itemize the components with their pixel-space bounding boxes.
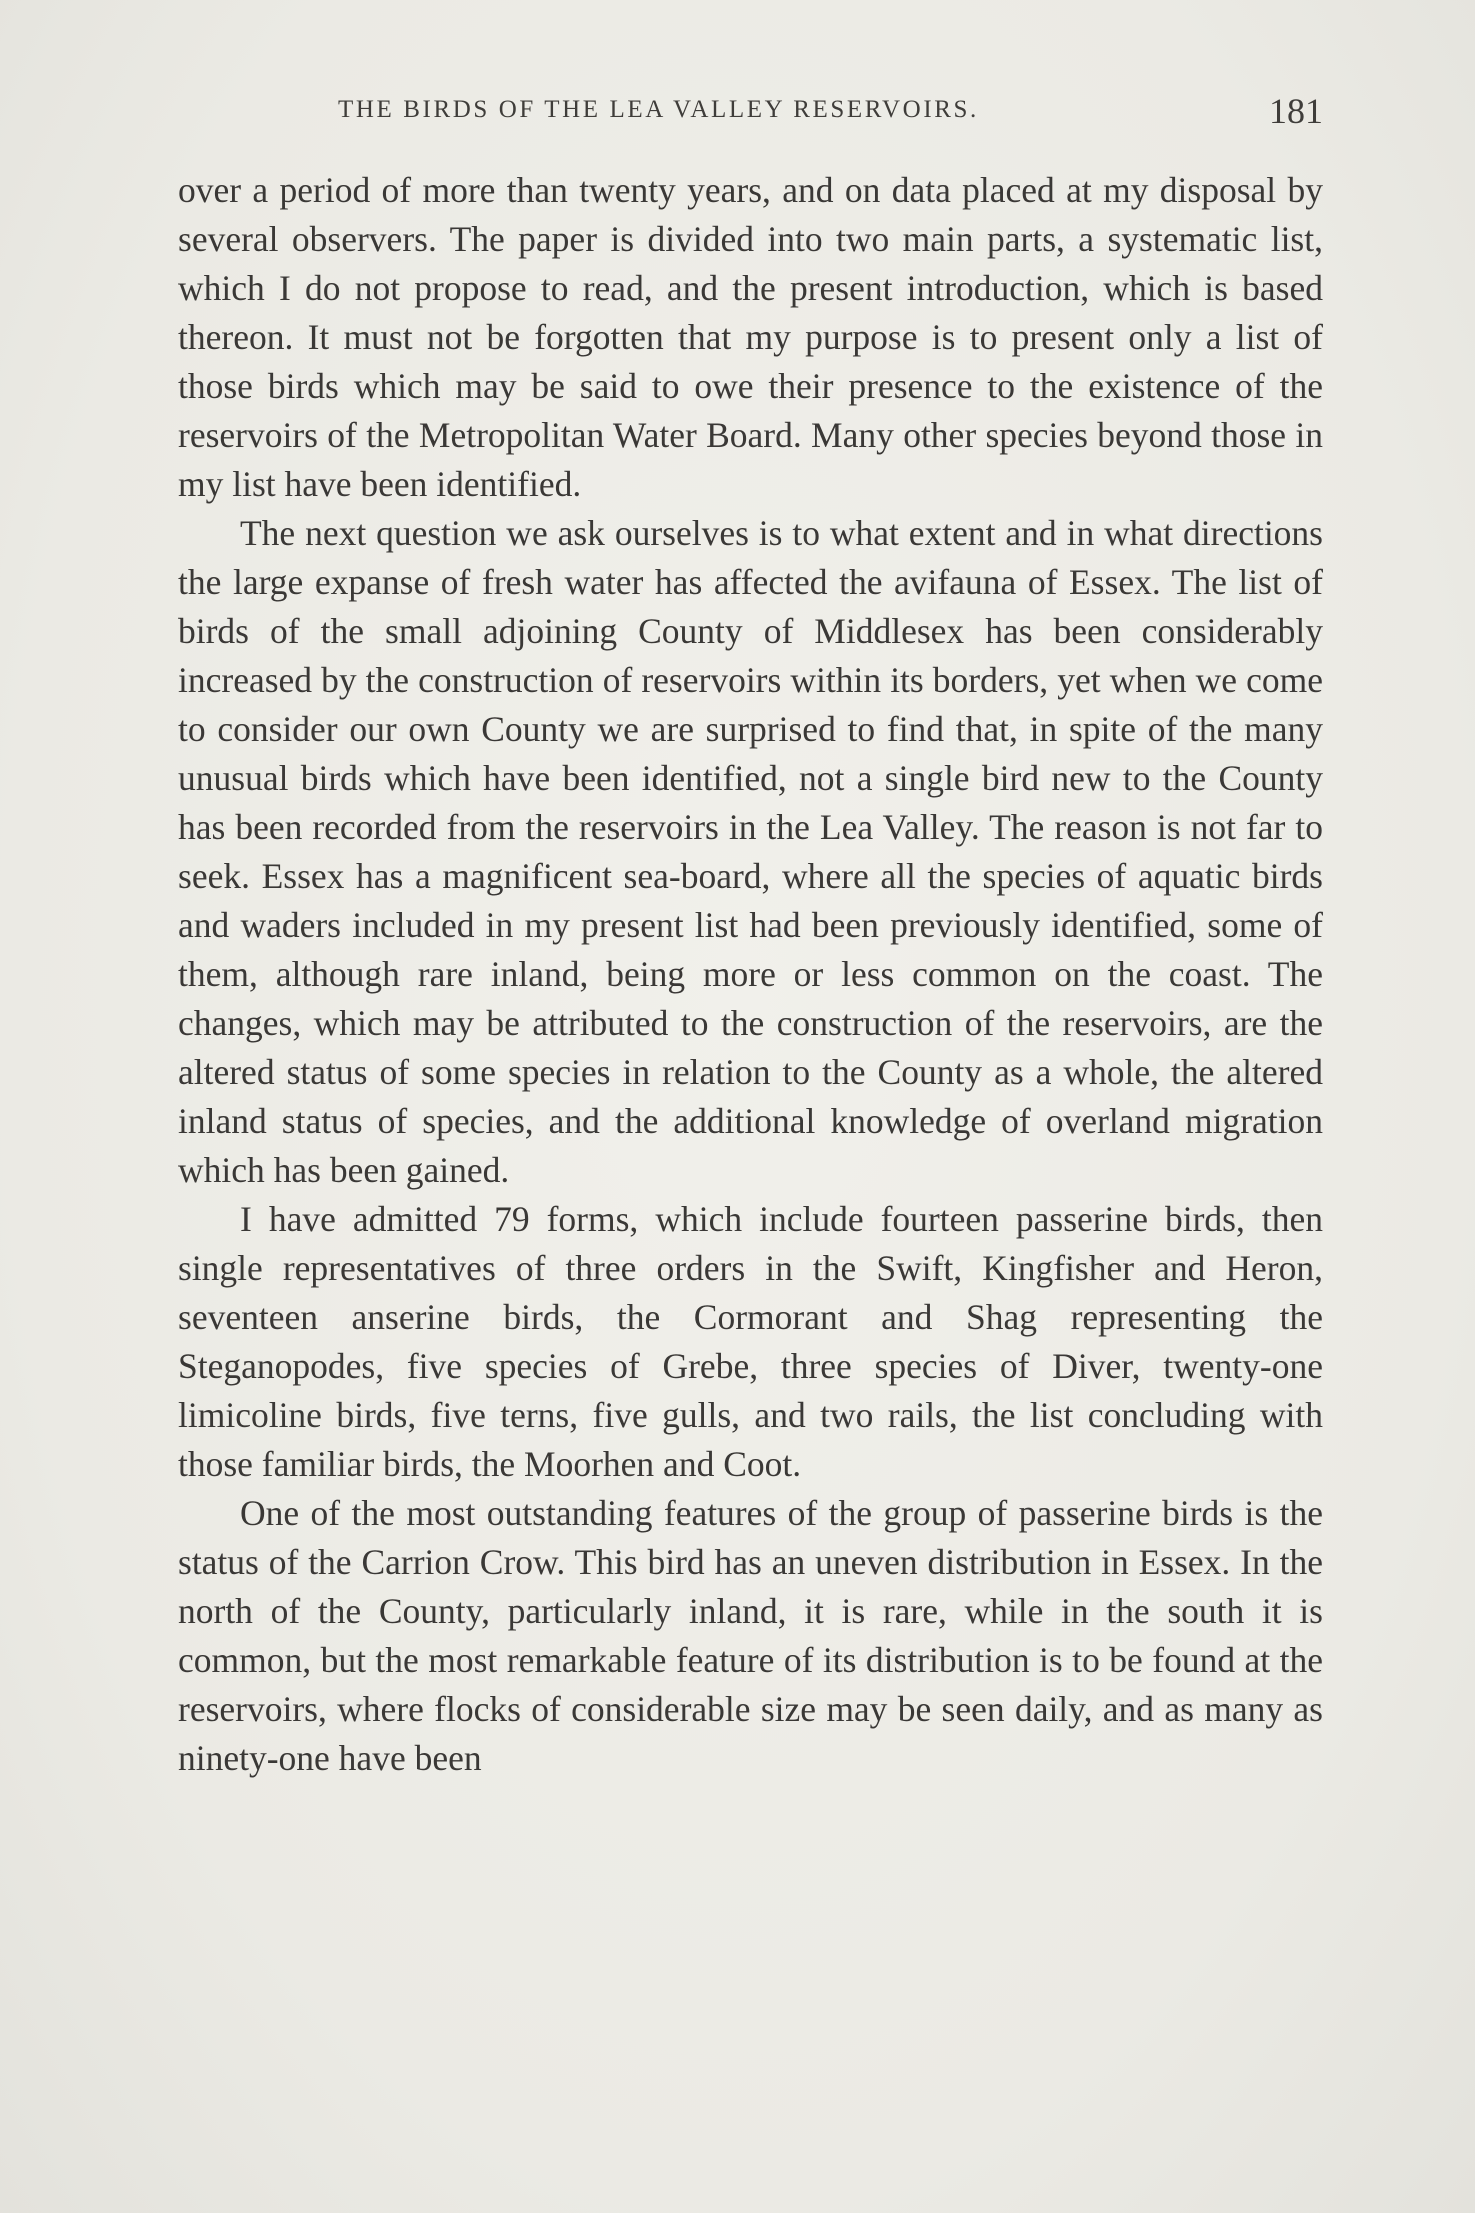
paragraph: One of the most outstanding features of the group of passerine birds is the status of the Carrion Crow. This bird has an uneven distribution in Essex. In the north of the County, particularly inland, it is rare, while in the south it is common, but the most remarkable feature of its distribution is to be found at the reservoirs, where flocks of considerable size may be seen daily, and as many as ninety-one have been: [178, 1493, 1323, 1778]
body-text: [178, 166, 1323, 1783]
paragraph: over a period of more than twenty years, and on data placed at my disposal by several observers. The paper is divided into two main parts, a systematic list, which I do not propose to read, and the present introduction, which is based thereon. It must not be forgotten that my purpose is to present only a list of those birds which may be said to owe their presence to the existence of the reservoirs of the Metropolitan Water Board. Many other species beyond those in my list have been identified.: [178, 170, 1323, 504]
running-head: THE BIRDS OF THE LEA VALLEY RESERVOIRS.: [338, 96, 979, 123]
paragraph: The next question we ask ourselves is to what extent and in what directions the large expanse of fresh water has affected the avifauna of Essex. The list of birds of the small adjoining County of Middlesex has been considerably increased by the construction of reservoirs within its borders, yet when we come to consider our own County we are surprised to find that, in spite of the many unusual birds which have been identified, not a single bird new to the County has been recorded from the reservoirs in the Lea Valley. The reason is not far to seek. Essex has a magnificent sea-board, where all the species of aquatic birds and waders included in my present list had been previously identified, some of them, although rare inland, being more or less common on the coast. The changes, which may be attributed to the construction of the reservoirs, are the altered status of some species in relation to the County as a whole, the altered inland status of species, and the additional knowledge of overland migration which has been gained.: [178, 513, 1323, 1190]
page-number: 181: [1269, 91, 1323, 131]
page-header: [178, 90, 1323, 140]
paragraph: I have admitted 79 forms, which include fourteen passerine birds, then single representatives of three orders in the Swift, Kingfisher and Heron, seventeen anserine birds, the Cormorant and Shag representing the Steganopodes, five species of Grebe, three species of Diver, twenty-one limicoline birds, five terns, five gulls, and two rails, the list concluding with those familiar birds, the Moorhen and Coot.: [178, 1199, 1323, 1484]
